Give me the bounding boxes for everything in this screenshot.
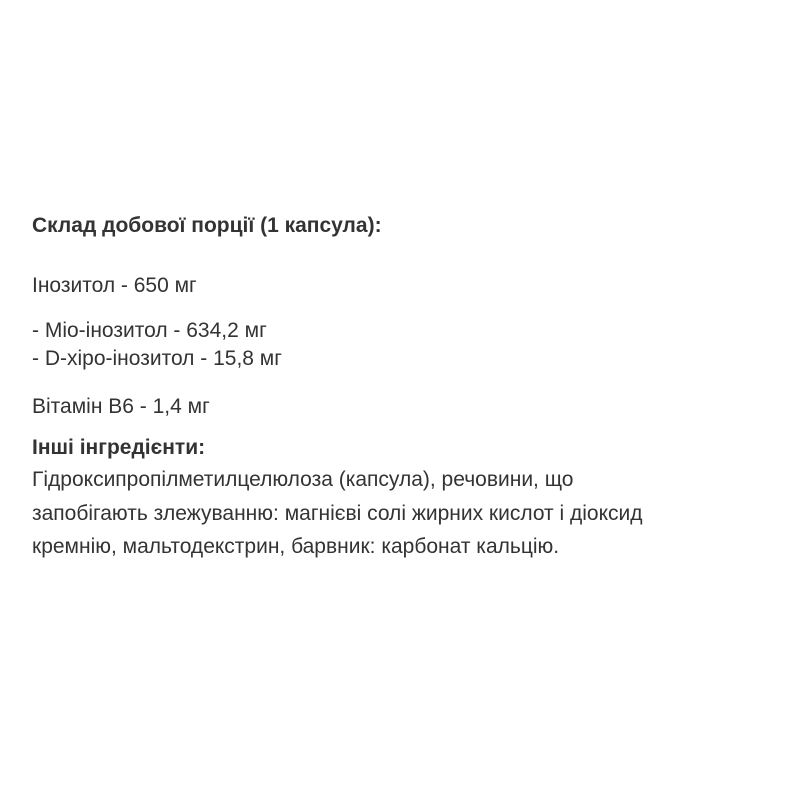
- d-chiro-inositol-line: - D-хіро-інозитол - 15,8 мг: [32, 347, 282, 370]
- other-ingredients-line-1: Гідроксипропілметилцелюлоза (капсула), речовини, що: [32, 468, 574, 491]
- other-ingredients-line-3: кремнію, мальтодекстрин, барвник: карбонат кальцію.: [32, 535, 560, 558]
- inositol-line: Інозитол - 650 мг: [32, 274, 197, 297]
- other-ingredients-heading: Інші інгредієнти:: [32, 436, 206, 459]
- ingredients-document: [32, 0, 772, 800]
- vitamin-b6-line: Вітамін В6 - 1,4 мг: [32, 395, 210, 418]
- other-ingredients-line-2: запобігають злежуванню: магнієві солі жирних кислот і діоксид: [32, 502, 643, 525]
- composition-heading: Склад добової порції (1 капсула):: [32, 214, 382, 237]
- myo-inositol-line: - Міо-інозитол - 634,2 мг: [32, 319, 267, 342]
